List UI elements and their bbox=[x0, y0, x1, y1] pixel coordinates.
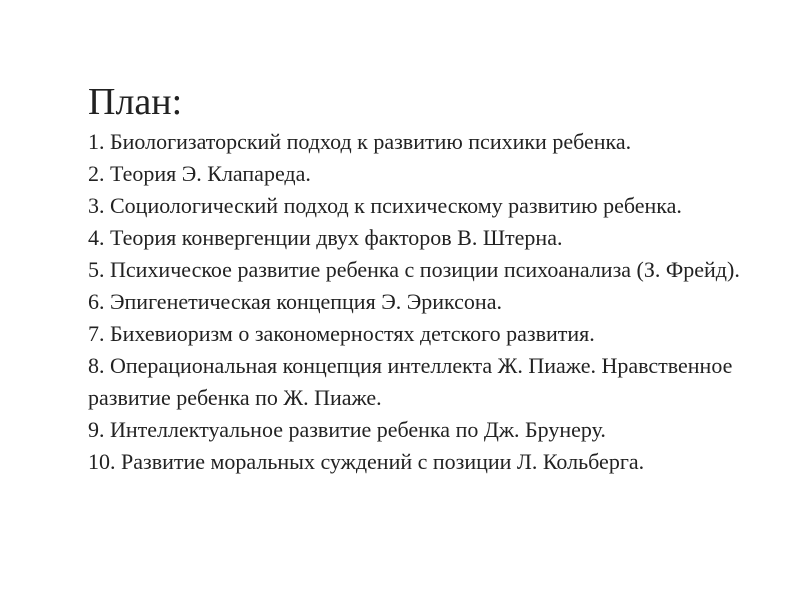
plan-item-4: 4. Теория конвергенции двух факторов В. Штерна. bbox=[88, 225, 563, 250]
plan-item-6: 6. Эпигенетическая концепция Э. Эриксона. bbox=[88, 289, 502, 314]
plan-list bbox=[88, 126, 778, 478]
plan-item-2: 2. Теория Э. Клапареда. bbox=[88, 161, 311, 186]
plan-item-3: 3. Социологический подход к психическому развитию ребенка. bbox=[88, 193, 682, 218]
plan-title: План: bbox=[88, 81, 183, 123]
plan-item-5: 5. Психическое развитие ребенка с позиции психоанализа (З. Фрейд). bbox=[88, 257, 740, 282]
plan-content bbox=[88, 80, 778, 478]
plan-item-8: 8. Операциональная концепция интеллекта Ж. Пиаже. Нравственное развитие ребенка по Ж. Пиаже. bbox=[88, 353, 733, 410]
plan-item-9: 9. Интеллектуальное развитие ребенка по Дж. Брунеру. bbox=[88, 417, 606, 442]
plan-item-1: 1. Биологизаторский подход к развитию психики ребенка. bbox=[88, 129, 632, 154]
plan-item-10: 10. Развитие моральных суждений с позиции Л. Кольберга. bbox=[88, 449, 645, 474]
plan-item-7: 7. Бихевиоризм о закономерностях детского развития. bbox=[88, 321, 595, 346]
